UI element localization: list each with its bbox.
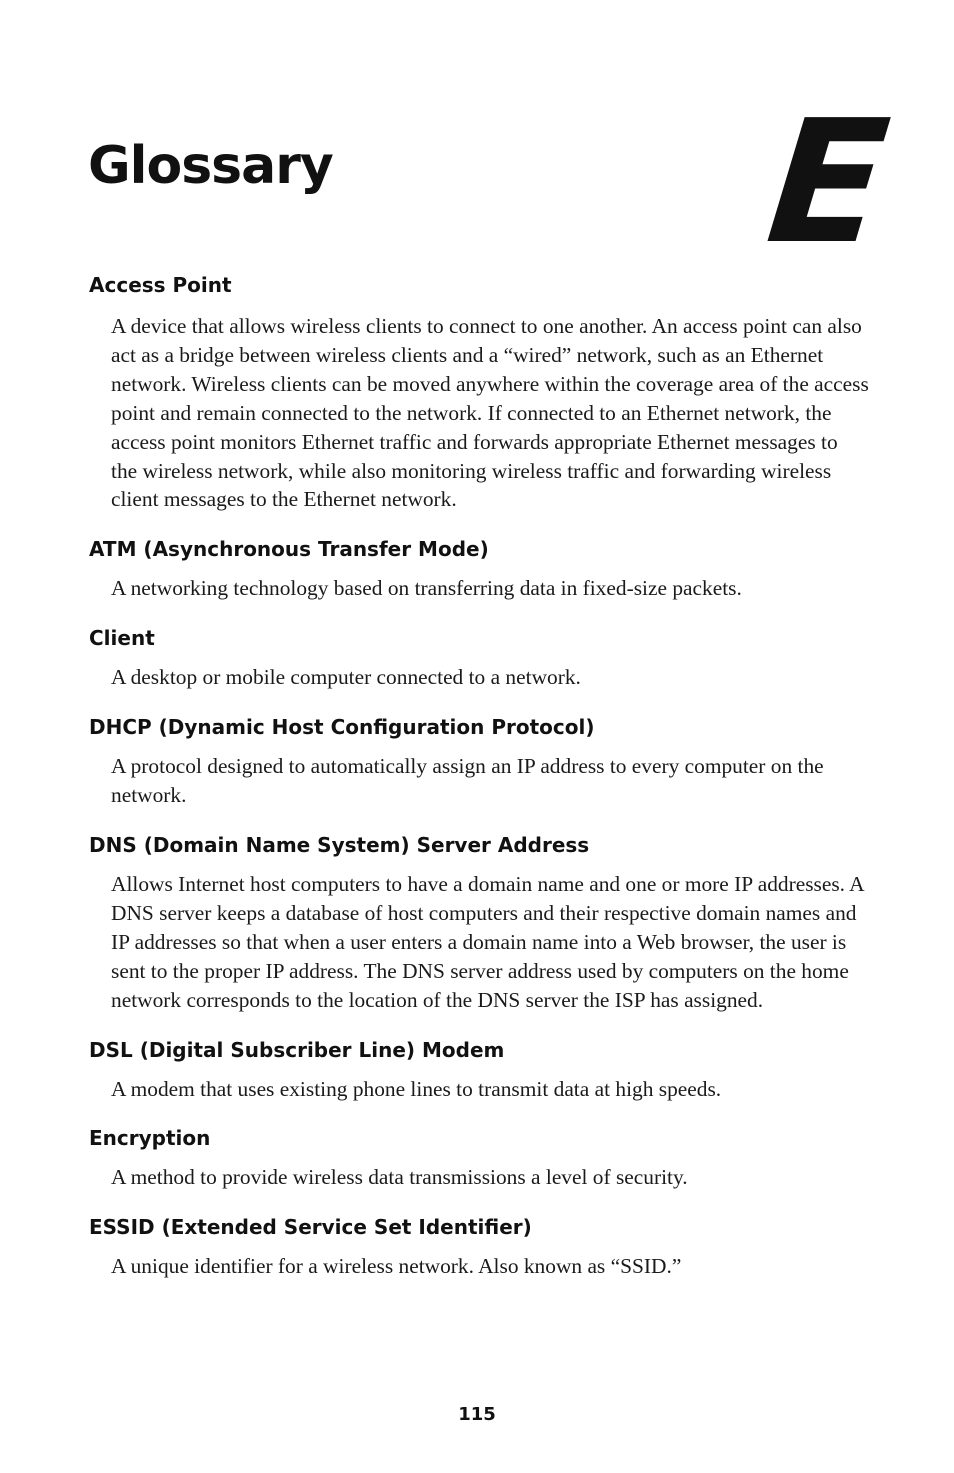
glossary-entry (89, 830, 869, 1015)
glossary-term: Encryption (89, 1126, 211, 1151)
glossary-entry (89, 1035, 869, 1104)
glossary-entry (89, 712, 869, 810)
glossary-definition: A desktop or mobile computer connected to a network. (111, 665, 581, 690)
glossary-entry (89, 270, 869, 514)
glossary-entry (89, 1123, 869, 1192)
glossary-term: DSL (Digital Subscriber Line) Modem (89, 1037, 505, 1062)
glossary-list (89, 270, 869, 1281)
glossary-entry (89, 623, 869, 692)
glossary-definition: Allows Internet host computers to have a domain name and one or more IP addresses. A DNS server keeps a database of host computers and their respective domain names and IP addresses so that when a user enters a domain name into a Web browser, the user is sent to the proper IP address. The DNS server address used by computers on the home network corresponds to the location of the DNS server the ISP has assigned. (111, 871, 864, 1012)
glossary-definition: A device that allows wireless clients to connect to one another. An access point can also act as a bridge between wireless clients and a “wired” network, such as an Ethernet network. Wireless clients can be moved anywhere within the coverage area of the access point and remain connected to the network. If connected to an Ethernet network, the access point monitors Ethernet traffic and forwards appropriate Ethernet messages to the wireless network, while also monitoring wireless traffic and forwarding wireless client messages to the Ethernet network. (111, 314, 869, 512)
chapter-letter: E (759, 84, 897, 282)
glossary-definition: A networking technology based on transferring data in fixed-size packets. (111, 576, 742, 601)
glossary-definition: A unique identifier for a wireless network. Also known as “SSID.” (111, 1254, 682, 1279)
glossary-term: ATM (Asynchronous Transfer Mode) (89, 537, 489, 562)
glossary-entry (89, 534, 869, 603)
glossary-term: Access Point (89, 273, 232, 297)
glossary-term: DHCP (Dynamic Host Configuration Protocol) (89, 715, 595, 740)
glossary-definition: A protocol designed to automatically assign an IP address to every computer on the network. (111, 754, 824, 808)
page-title: Glossary (88, 136, 333, 196)
glossary-definition: A method to provide wireless data transmissions a level of security. (111, 1165, 688, 1190)
glossary-term: DNS (Domain Name System) Server Address (89, 832, 590, 857)
glossary-term: Client (89, 626, 155, 651)
glossary-term: ESSID (Extended Service Set Identifier) (89, 1215, 532, 1240)
glossary-definition: A modem that uses existing phone lines to transmit data at high speeds. (111, 1076, 722, 1101)
page-number: 115 (458, 1404, 496, 1425)
glossary-entry (89, 1212, 869, 1281)
